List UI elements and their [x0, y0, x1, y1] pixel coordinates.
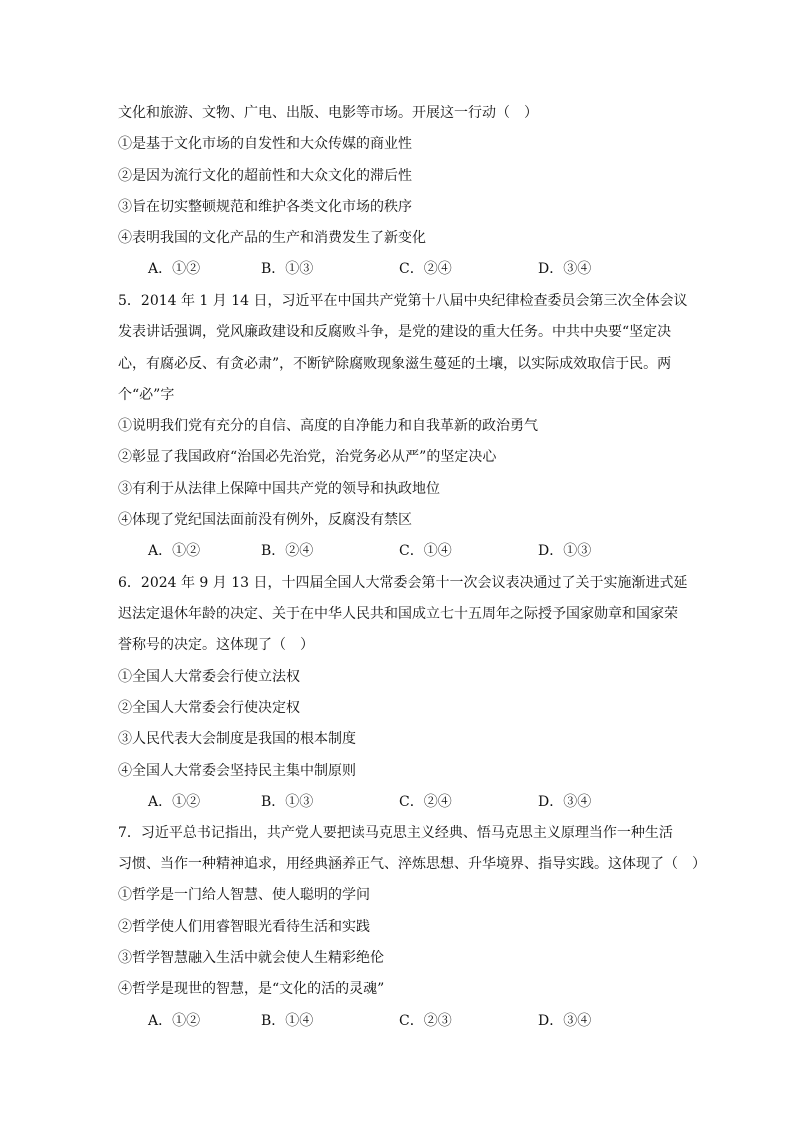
- question-6-item-1: ①全国人大常委会行使立法权: [118, 669, 300, 685]
- question-6-item-4: ④全国人大常委会坚持民主集中制原则: [118, 763, 356, 779]
- question-7-item-4: ④哲学是现世的智慧，是“文化的活的灵魂”: [118, 981, 385, 997]
- question-7-option-d: D．③④: [538, 1013, 592, 1029]
- question-4-options: [148, 262, 628, 278]
- question-4-stem: 文化和旅游、文物、广电、出版、电影等市场。开展这一行动（ ）: [118, 105, 538, 121]
- question-6-option-d: D．③④: [538, 794, 592, 810]
- question-6-item-3: ③人民代表大会制度是我国的根本制度: [118, 731, 356, 747]
- question-5-option-c: C．①④: [399, 543, 452, 559]
- question-6-option-c: C．②④: [399, 794, 452, 810]
- question-7-options: [148, 1014, 628, 1030]
- question-5-options: [148, 544, 628, 560]
- question-5-option-a: A．①②: [148, 543, 201, 559]
- question-5-option-d: D．①③: [538, 543, 592, 559]
- question-6-option-a: A．①②: [148, 794, 201, 810]
- question-4-option-b: B．①③: [261, 261, 314, 277]
- question-4-option-c: C．②④: [399, 261, 452, 277]
- question-7-item-1: ①哲学是一门给人智慧、使人聪明的学问: [118, 887, 370, 903]
- question-4-item-3: ③旨在切实整顿规范和维护各类文化市场的秩序: [118, 199, 412, 215]
- question-7-stem-line-1: 7．习近平总书记指出，共产党人要把读马克思主义经典、悟马克思主义原理当作一种生活: [118, 825, 673, 841]
- question-6-stem-line-2: 迟法定退休年龄的决定、关于在中华人民共和国成立七十五周年之际授予国家勋章和国家荣: [118, 606, 678, 622]
- question-5-stem-line-3: 心，有腐必反、有贪必肃”，不断铲除腐败现象滋生蔓延的土壤，以实际成效取信于民。两: [118, 356, 672, 372]
- question-4-option-d: D．③④: [538, 261, 592, 277]
- question-7-stem-line-2: 习惯、当作一种精神追求，用经典涵养正气、淬炼思想、升华境界、指导实践。这体现了（ ）: [118, 856, 706, 872]
- question-5-stem-line-4: 个“必”字: [118, 387, 175, 403]
- question-5-option-b: B．②④: [261, 543, 314, 559]
- question-5-item-2: ②彰显了我国政府“治国必先治党，治党务必从严”的坚定决心: [118, 449, 497, 465]
- question-7-option-b: B．①④: [261, 1013, 314, 1029]
- question-5-item-3: ③有利于从法律上保障中国共产党的领导和执政地位: [118, 481, 440, 497]
- question-6-item-2: ②全国人大常委会行使决定权: [118, 700, 300, 716]
- question-6-options: [148, 795, 628, 811]
- question-7-option-c: C．②③: [399, 1013, 452, 1029]
- question-5-stem-line-2: 发表讲话强调，党风廉政建设和反腐败斗争，是党的建设的重大任务。中共中央要“坚定决: [118, 324, 672, 340]
- question-5-item-4: ④体现了党纪国法面前没有例外，反腐没有禁区: [118, 512, 412, 528]
- question-7-option-a: A．①②: [148, 1013, 201, 1029]
- question-7-item-2: ②哲学使人们用睿智眼光看待生活和实践: [118, 919, 370, 935]
- question-6-stem-line-3: 誉称号的决定。这体现了（ ）: [118, 637, 314, 653]
- question-6-option-b: B．①③: [261, 794, 314, 810]
- question-5-stem-line-1: 5．2014 年 1 月 14 日，习近平在中国共产党第十八届中央纪律检查委员会第三次全体会议: [118, 293, 688, 309]
- question-7-item-3: ③哲学智慧融入生活中就会使人生精彩绝伦: [118, 950, 384, 966]
- question-4-item-2: ②是因为流行文化的超前性和大众文化的滞后性: [118, 168, 412, 184]
- question-6-stem-line-1: 6．2024 年 9 月 13 日，十四届全国人大常委会第十一次会议表决通过了关于实施渐进式延: [118, 575, 688, 591]
- question-5-item-1: ①说明我们党有充分的自信、高度的自净能力和自我革新的政治勇气: [118, 418, 538, 434]
- question-4-option-a: A．①②: [148, 261, 201, 277]
- question-4-item-1: ①是基于文化市场的自发性和大众传媒的商业性: [118, 136, 412, 152]
- question-4-item-4: ④表明我国的文化产品的生产和消费发生了新变化: [118, 230, 426, 246]
